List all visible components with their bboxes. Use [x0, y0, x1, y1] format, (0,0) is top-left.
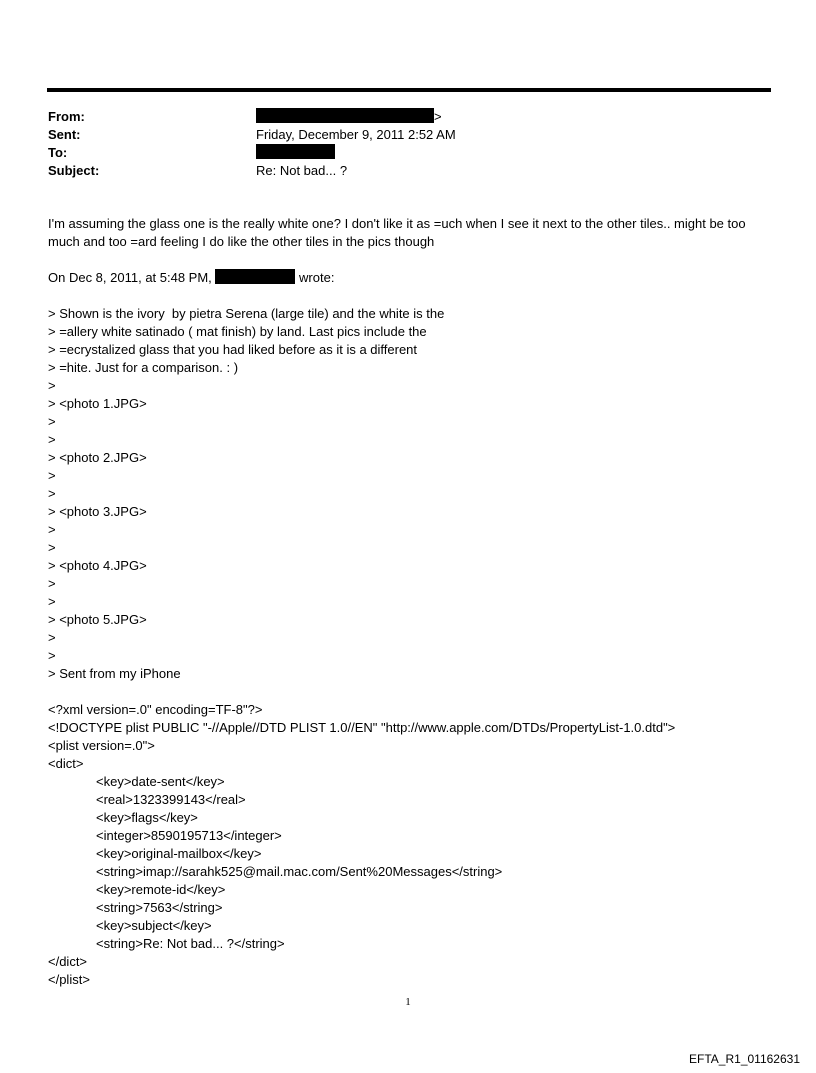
quoted-line: > =hite. Just for a comparison. : ): [48, 360, 239, 375]
plist-entries: [48, 773, 768, 953]
quoted-line: > <photo 4.JPG>: [48, 558, 147, 573]
to-row: [48, 144, 748, 162]
redaction-box: [215, 269, 295, 284]
page-number: 1: [405, 996, 411, 1008]
quote-intro-suffix: wrote:: [299, 270, 335, 285]
quote-intro-prefix: On Dec 8, 2011, at 5:48 PM,: [48, 270, 212, 285]
to-value: [256, 144, 335, 162]
dict-close-tag: </dict>: [48, 954, 88, 969]
quoted-line: > <photo 2.JPG>: [48, 450, 147, 465]
quoted-line: > <photo 3.JPG>: [48, 504, 147, 519]
quoted-line: >: [48, 432, 56, 447]
from-value: [256, 108, 442, 126]
plist-entry: <key>date-sent</key>: [96, 774, 225, 789]
plist-entry: <key>original-mailbox</key>: [96, 846, 262, 861]
plist-entry: <key>subject</key>: [96, 918, 212, 933]
quoted-line: > Sent from my iPhone: [48, 666, 181, 681]
from-suffix: >: [434, 109, 442, 124]
quoted-line: >: [48, 486, 56, 501]
quoted-line: > <photo 1.JPG>: [48, 396, 147, 411]
quoted-line: >: [48, 468, 56, 483]
from-label: From:: [48, 109, 85, 124]
quoted-line: > Shown is the ivory by pietra Serena (large tile) and the white is the: [48, 306, 445, 321]
quoted-line: >: [48, 648, 56, 663]
quoted-line: >: [48, 630, 56, 645]
plist-close-tag: </plist>: [48, 972, 90, 987]
sent-row: [48, 126, 748, 144]
plist-entry: <key>remote-id</key>: [96, 882, 226, 897]
quoted-line: > <photo 5.JPG>: [48, 612, 147, 627]
reply-paragraph: I'm assuming the glass one is the really white one? I don't like it as =uch when I see it next to the other tiles.. might be too much and too =ard feeling I do like the other tiles in the pics though: [48, 216, 746, 249]
sent-label: Sent:: [48, 127, 81, 142]
plist-entry: <real>1323399143</real>: [96, 792, 246, 807]
plist-entry: <string>Re: Not bad... ?</string>: [96, 936, 285, 951]
email-header: [48, 108, 748, 180]
redaction-box: [256, 144, 335, 159]
quoted-message: [48, 305, 768, 683]
plist-entry: <string>imap://sarahk525@mail.mac.com/Sent%20Messages</string>: [96, 864, 503, 879]
redaction-box: [256, 108, 434, 123]
quote-intro: [48, 269, 768, 287]
quoted-line: > =allery white satinado ( mat finish) by land. Last pics include the: [48, 324, 427, 339]
plist-entry: <key>flags</key>: [96, 810, 198, 825]
email-body: [48, 215, 768, 989]
quoted-line: >: [48, 378, 56, 393]
subject-value: Re: Not bad... ?: [256, 163, 348, 178]
plist-open-tag: <plist version=.0">: [48, 738, 155, 753]
to-label: To:: [48, 145, 68, 160]
quoted-line: >: [48, 540, 56, 555]
plist-xml-declaration: <?xml version=.0" encoding=TF-8"?>: [48, 702, 263, 717]
quoted-line: >: [48, 576, 56, 591]
quoted-line: >: [48, 414, 56, 429]
dict-open-tag: <dict>: [48, 756, 84, 771]
subject-row: [48, 162, 748, 180]
subject-label: Subject:: [48, 163, 100, 178]
quoted-line: >: [48, 522, 56, 537]
plist-entry: <string>7563</string>: [96, 900, 223, 915]
from-row: [48, 108, 748, 126]
plist-doctype: <!DOCTYPE plist PUBLIC "-//Apple//DTD PLIST 1.0//EN" "http://www.apple.com/DTDs/PropertyList-1.0.dtd">: [48, 720, 676, 735]
sent-value: Friday, December 9, 2011 2:52 AM: [256, 127, 456, 142]
bates-number: EFTA_R1_01162631: [689, 1052, 800, 1066]
quoted-line: > =ecrystalized glass that you had liked before as it is a different: [48, 342, 418, 357]
plist-entry: <integer>8590195713</integer>: [96, 828, 282, 843]
header-rule: [47, 88, 771, 92]
quoted-line: >: [48, 594, 56, 609]
